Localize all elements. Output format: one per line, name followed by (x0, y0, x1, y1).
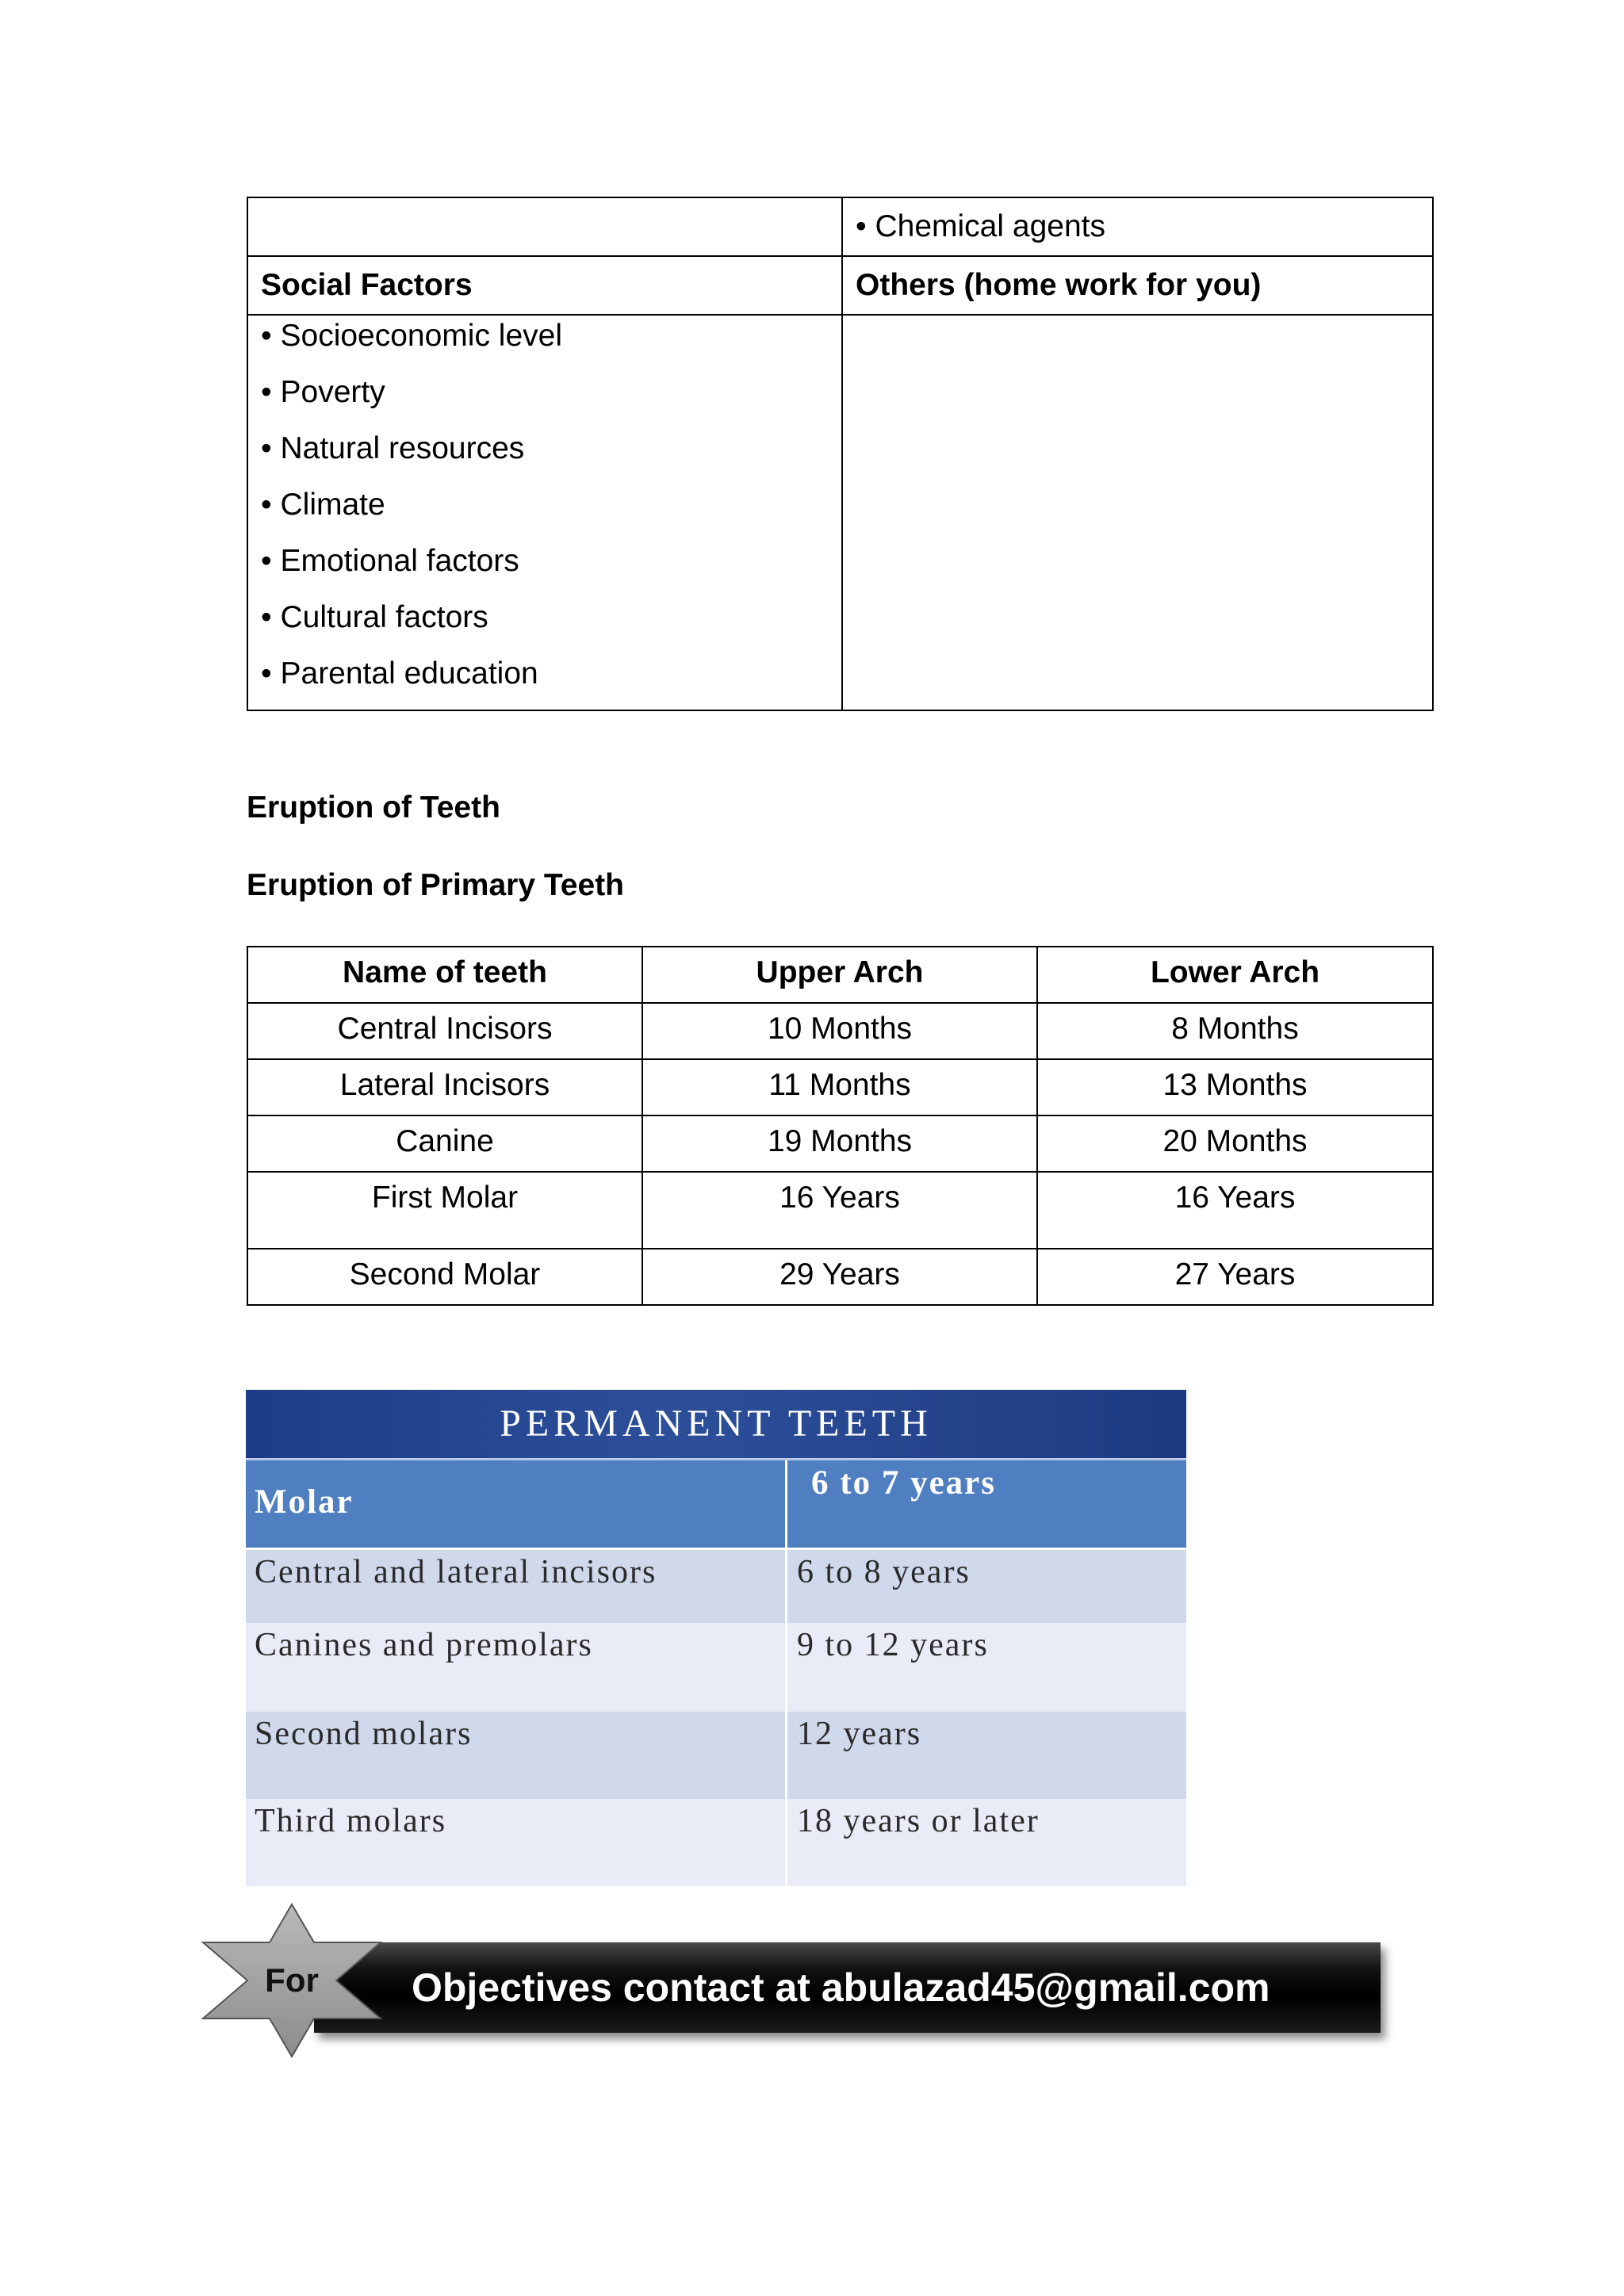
table-cell: 16 Years (642, 1172, 1037, 1249)
list-item: • Cultural factors (261, 600, 488, 634)
factors-table (247, 197, 1434, 711)
table-cell: Canine (247, 1115, 642, 1172)
table-cell: Central and lateral incisors (255, 1554, 657, 1590)
table-cell: 13 Months (1037, 1059, 1433, 1115)
eruption-heading: Eruption of Teeth (247, 790, 500, 825)
contact-banner (314, 1942, 1381, 2033)
table-cell: 6 to 8 years (785, 1550, 1186, 1623)
social-factors-list (247, 315, 842, 710)
table-row (247, 197, 1433, 256)
table-cell: 11 Months (642, 1059, 1037, 1115)
column-header: Lower Arch (1037, 947, 1433, 1003)
table-cell: 19 Months (642, 1115, 1037, 1172)
table-cell-empty (247, 197, 842, 256)
permanent-teeth-title: PERMANENT TEETH (246, 1390, 1186, 1458)
table-row (246, 1712, 1186, 1799)
table-header-row (246, 1458, 1186, 1550)
permanent-teeth-table (246, 1390, 1186, 1881)
column-header: Upper Arch (642, 947, 1037, 1003)
table-row (247, 256, 1433, 315)
table-row (246, 1623, 1186, 1712)
table-cell: Molar (255, 1483, 354, 1521)
list-item: • Poverty (261, 375, 385, 409)
list-item: • Emotional factors (261, 544, 519, 578)
table-cell: 29 Years (642, 1249, 1037, 1305)
others-empty-cell (842, 315, 1433, 710)
social-factors-header: Social Factors (247, 256, 842, 315)
table-row (247, 1172, 1433, 1249)
table-cell: 18 years or later (785, 1799, 1186, 1886)
table-cell: 16 Years (1037, 1172, 1433, 1249)
others-header: Others (home work for you) (842, 256, 1433, 315)
table-cell: 10 Months (642, 1003, 1037, 1059)
table-cell: 8 Months (1037, 1003, 1433, 1059)
table-row (247, 1115, 1433, 1172)
table-cell: 27 Years (1037, 1249, 1433, 1305)
list-item: • Socioeconomic level (261, 319, 563, 353)
table-row (246, 1550, 1186, 1623)
table-cell: Lateral Incisors (247, 1059, 642, 1115)
table-cell (842, 197, 1433, 256)
table-row (247, 1059, 1433, 1115)
list-item: • Parental education (261, 656, 538, 691)
table-cell: Central Incisors (247, 1003, 642, 1059)
column-header: Name of teeth (247, 947, 642, 1003)
primary-teeth-table (247, 946, 1434, 1306)
table-cell: 9 to 12 years (785, 1623, 1186, 1712)
list-item: • Natural resources (261, 431, 525, 465)
table-row (247, 315, 1433, 710)
list-item: • Climate (261, 488, 385, 522)
table-row (246, 1799, 1186, 1886)
table-cell: Canines and premolars (255, 1627, 593, 1663)
table-cell: Second Molar (247, 1249, 642, 1305)
table-header-row (247, 947, 1433, 1003)
table-row (247, 1249, 1433, 1305)
chemical-agents-item: • Chemical agents (856, 209, 1105, 243)
table-cell: 12 years (785, 1712, 1186, 1799)
table-cell: First Molar (247, 1172, 642, 1249)
table-cell: 6 to 7 years (785, 1460, 1186, 1548)
table-cell: Second molars (255, 1716, 473, 1752)
star-label: For (265, 1961, 319, 1999)
table-cell: 20 Months (1037, 1115, 1433, 1172)
contact-text: Objectives contact at abulazad45@gmail.com (412, 1965, 1270, 2010)
table-cell: Third molars (255, 1803, 447, 1839)
primary-teeth-heading: Eruption of Primary Teeth (247, 868, 624, 902)
table-row (247, 1003, 1433, 1059)
